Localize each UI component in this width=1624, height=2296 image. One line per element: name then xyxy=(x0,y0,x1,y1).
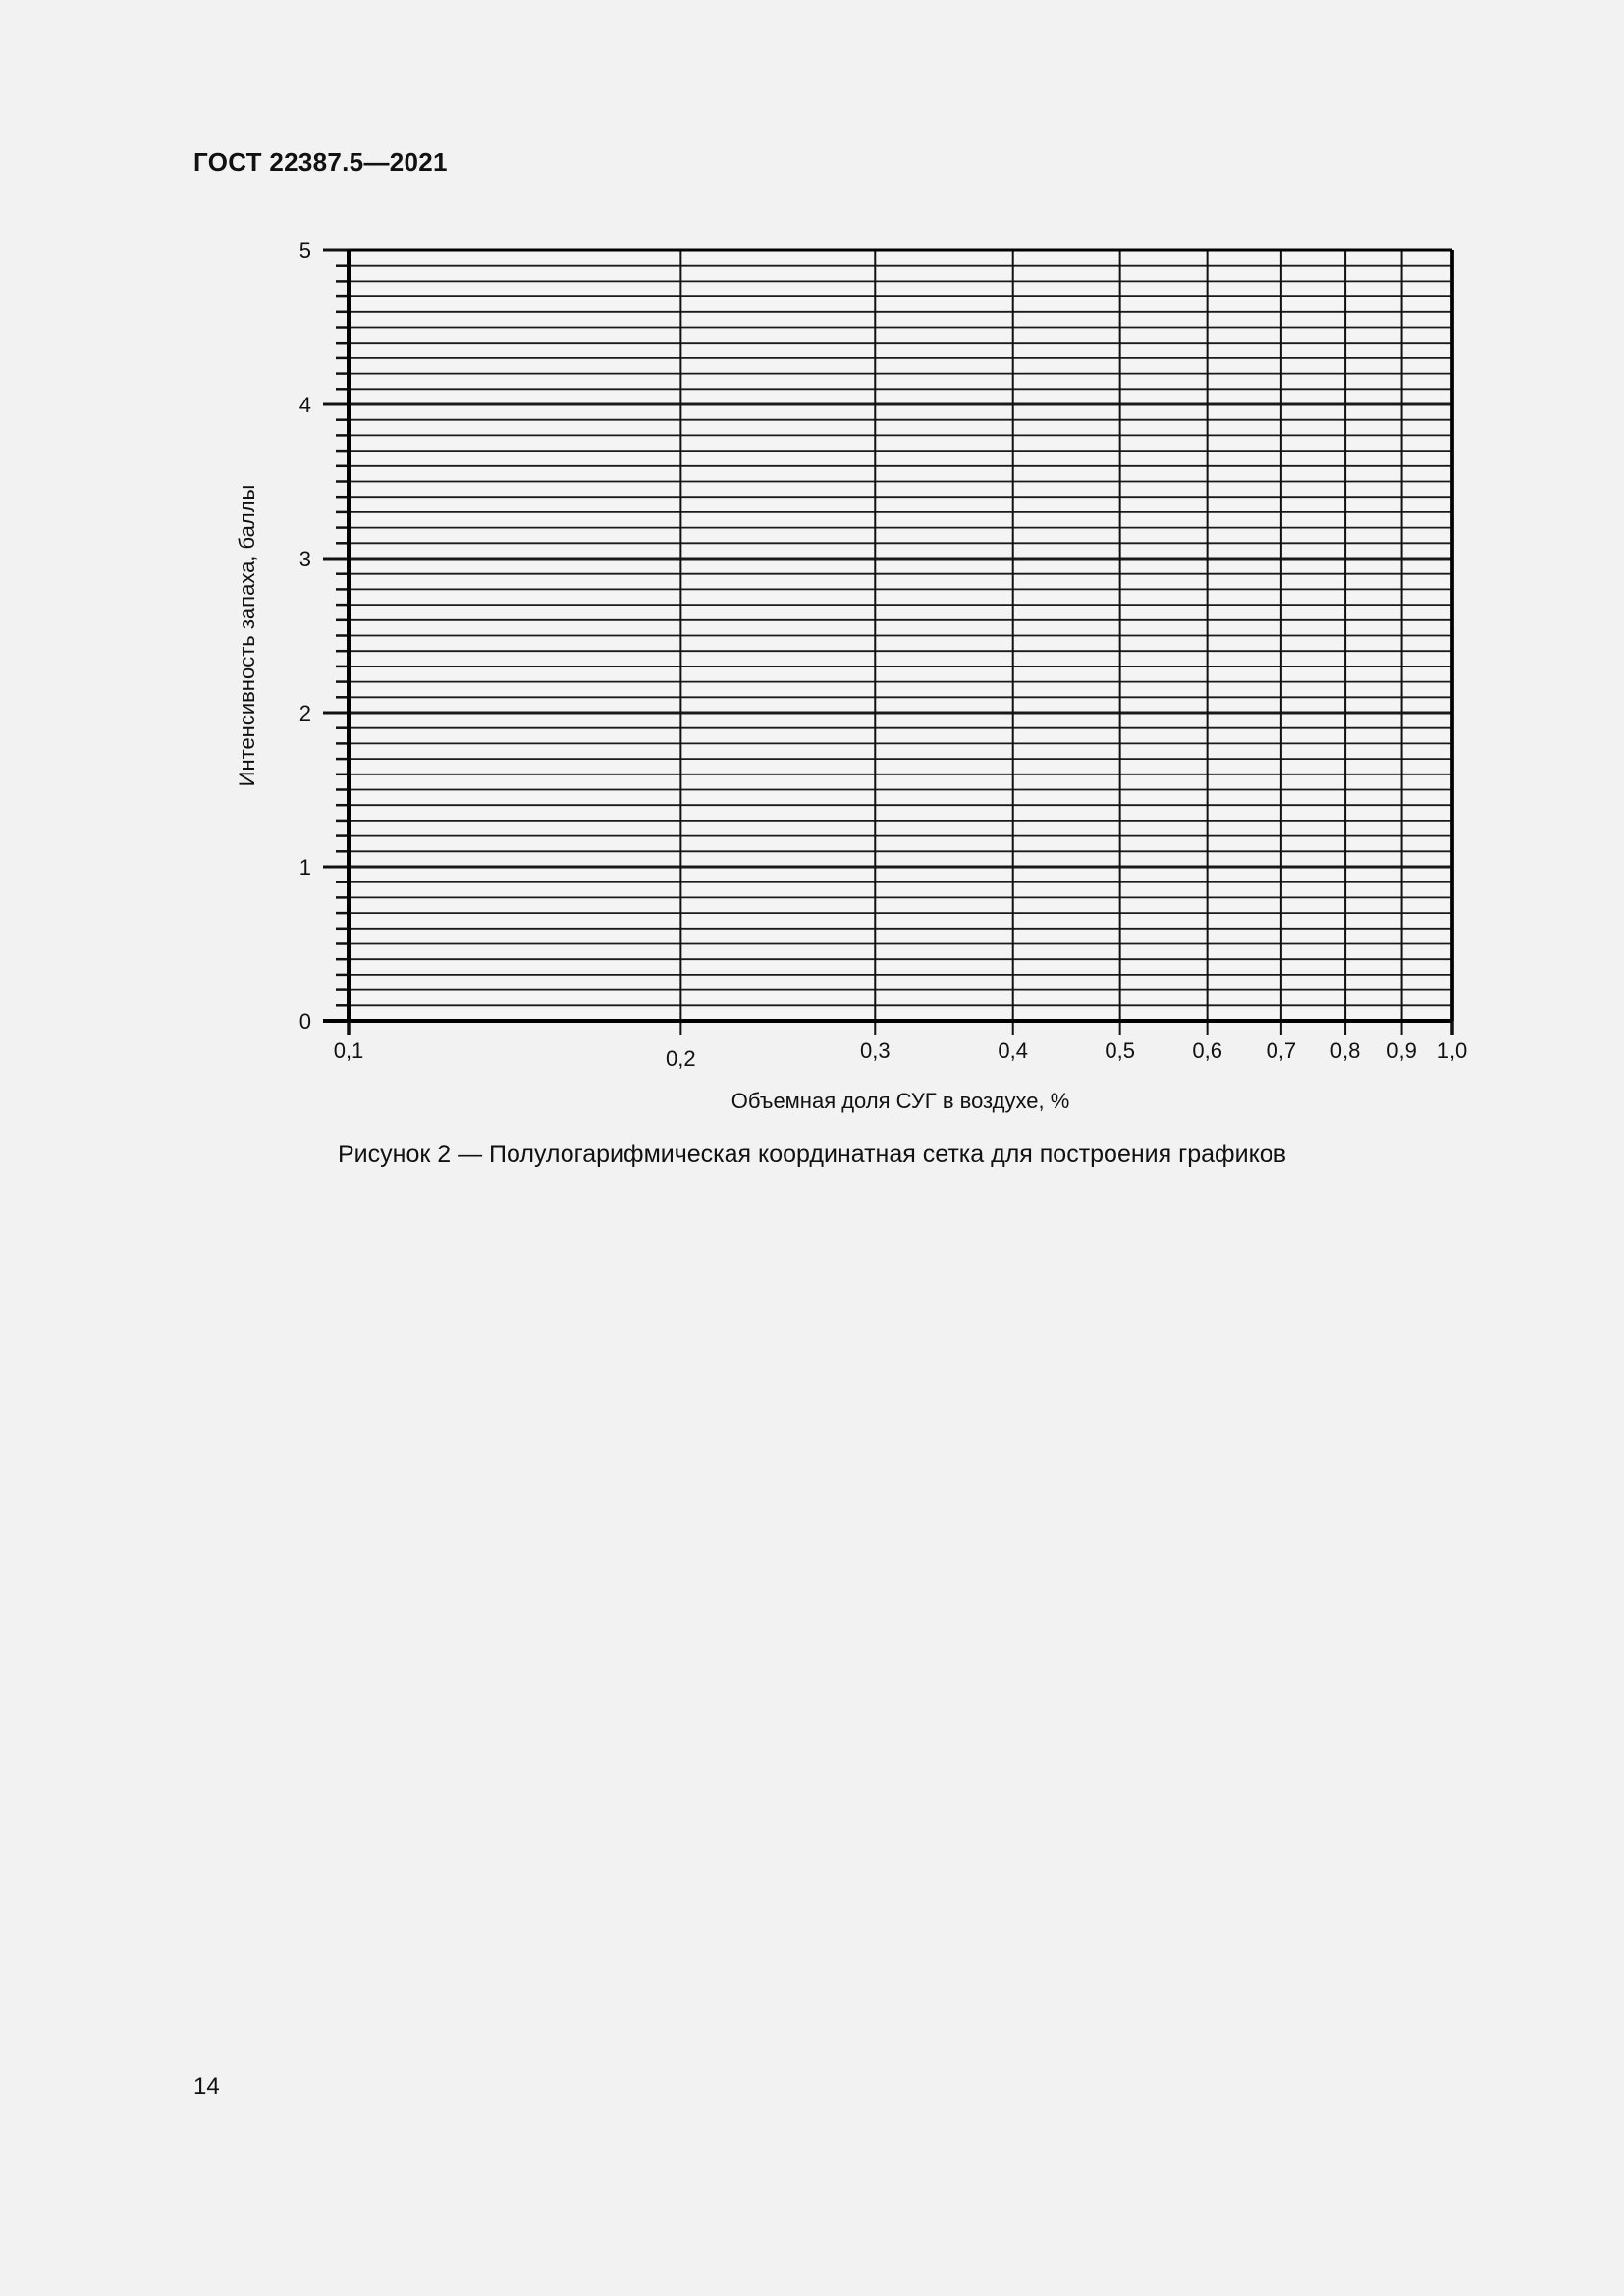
x-tick-label: 0,2 xyxy=(666,1046,696,1071)
x-tick-label: 0,9 xyxy=(1386,1039,1417,1063)
x-tick-label: 0,3 xyxy=(859,1039,891,1063)
y-tick-label: 0 xyxy=(298,1009,311,1034)
x-tick-label: 0,1 xyxy=(333,1039,364,1063)
page-number: 14 xyxy=(193,2073,220,2100)
x-tick-label: 1,0 xyxy=(1436,1039,1468,1063)
x-tick-label: 0,5 xyxy=(1105,1039,1135,1063)
x-tick-label: 0,8 xyxy=(1329,1039,1361,1063)
y-axis-label: Интенсивность запаха, баллы xyxy=(235,484,259,787)
y-tick-label: 4 xyxy=(298,393,311,417)
y-tick-label: 5 xyxy=(298,239,311,263)
x-axis-label: Объемная доля СУГ в воздухе, % xyxy=(731,1089,1070,1113)
x-tick-label: 0,4 xyxy=(998,1039,1029,1063)
y-tick-label: 2 xyxy=(298,701,311,725)
x-tick-label: 0,6 xyxy=(1192,1039,1222,1063)
figure-caption: Рисунок 2 — Полулогарифмическая координатная сетка для построения графиков xyxy=(338,1141,1286,1168)
y-tick-label: 3 xyxy=(298,547,311,571)
y-tick-label: 1 xyxy=(298,855,311,880)
document-code: ГОСТ 22387.5—2021 xyxy=(193,147,448,177)
x-tick-label: 0,7 xyxy=(1266,1039,1297,1063)
